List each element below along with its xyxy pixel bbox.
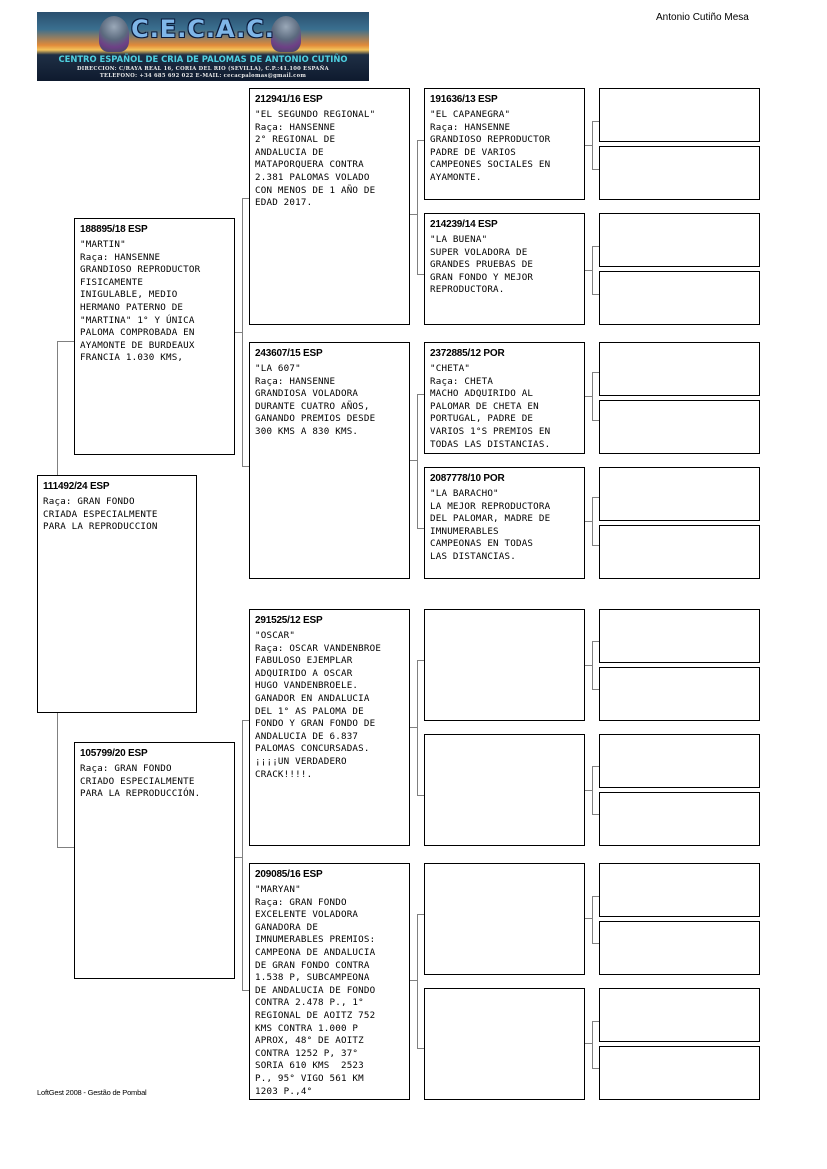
pigeon-card-empty bbox=[599, 1046, 760, 1100]
pigeon-card-subject bbox=[37, 475, 197, 713]
pigeon-card-empty bbox=[599, 271, 760, 325]
ring-number: 243607/15 ESP bbox=[255, 348, 323, 359]
pigeon-description: "MARYAN" Raça: GRAN FONDO EXCELENTE VOLADORA GANADORA DE IMNUMERABLES PREMIOS: CAMPEONA DE ANDALUCIA DE GRAN FONDO CONTRA 1.538 P, SUBCAMPEONA DE ANDALUCIA DE FONDO CONTRA 2.478 P., 1° REGIONAL DE AOITZ 752 KMS CONTRA 1.000 P APROX, 48° DE AOITZ CONTRA 1252 P, 37° SORIA 610 KMS 2523 P., 95° VIGO 561 KM 1203 P.,4° bbox=[255, 884, 376, 1097]
ring-number: 105799/20 ESP bbox=[80, 748, 148, 759]
connector-line bbox=[592, 1068, 599, 1069]
connector-line bbox=[592, 1021, 593, 1068]
pigeon-card-dam-sire bbox=[249, 609, 410, 846]
pigeon-card-ds-dam bbox=[424, 734, 585, 846]
connector-line bbox=[417, 914, 418, 1048]
pigeon-card-empty bbox=[599, 146, 760, 200]
connector-line bbox=[57, 341, 74, 342]
connector-line bbox=[592, 121, 599, 122]
connector-line bbox=[584, 145, 592, 146]
connector-line bbox=[417, 394, 418, 528]
connector-line bbox=[417, 660, 424, 661]
connector-line bbox=[592, 641, 593, 689]
connector-line bbox=[409, 727, 417, 728]
connector-line bbox=[584, 396, 592, 397]
pigeon-card-sd-sire bbox=[424, 342, 585, 454]
connector-line bbox=[242, 466, 249, 467]
connector-line bbox=[592, 246, 593, 294]
pigeon-card-empty bbox=[599, 792, 760, 846]
pigeon-description: "OSCAR" Raça: OSCAR VANDENBROE FABULOSO EJEMPLAR ADQUIRIDO A OSCAR HUGO VANDENBROELE. GANADOR EN ANDALUCIA DEL 1° AS PALOMA DE FONDO Y GRAN FONDO DE ANDALUCIA DE 6.837 PALOMAS CONCURSADAS. ¡¡¡¡UN VERDADERO CRACK!!!!. bbox=[255, 630, 382, 780]
ring-number: 2372885/12 POR bbox=[430, 348, 505, 359]
logo-title: C.E.C.A.C. bbox=[131, 15, 275, 43]
pigeon-description: "EL SEGUNDO REGIONAL" Raça: HANSENNE 2° REGIONAL DE ANDALUCIA DE MATAPORQUERA CONTRA 2.381 PALOMAS VOLADO CON MENOS DE 1 AÑO DE EDAD 2017. bbox=[255, 109, 376, 209]
connector-line bbox=[417, 140, 424, 141]
connector-line bbox=[592, 545, 599, 546]
pigeon-card-dd-sire bbox=[424, 863, 585, 975]
pigeon-card-empty bbox=[599, 88, 760, 142]
pigeon-card-empty bbox=[599, 400, 760, 454]
ring-number: 2087778/10 POR bbox=[430, 473, 505, 484]
connector-line bbox=[592, 497, 593, 545]
pigeon-card-empty bbox=[599, 342, 760, 396]
connector-line bbox=[242, 720, 243, 990]
ring-number: 188895/18 ESP bbox=[80, 224, 148, 235]
connector-line bbox=[592, 420, 599, 421]
ring-number: 111492/24 ESP bbox=[43, 481, 110, 492]
connector-line bbox=[592, 641, 599, 642]
connector-line bbox=[592, 689, 599, 690]
connector-line bbox=[592, 943, 599, 944]
ring-number: 209085/16 ESP bbox=[255, 869, 323, 880]
connector-line bbox=[592, 372, 599, 373]
pigeon-card-empty bbox=[599, 734, 760, 788]
ring-number: 214239/14 ESP bbox=[430, 219, 498, 230]
connector-line bbox=[584, 521, 592, 522]
connector-line bbox=[242, 198, 243, 466]
pigeon-card-dam-dam bbox=[249, 863, 410, 1100]
pigeon-card-empty bbox=[599, 921, 760, 975]
pigeon-card-empty bbox=[599, 213, 760, 267]
club-logo-banner bbox=[37, 12, 369, 81]
connector-line bbox=[592, 121, 593, 169]
pigeon-description: Raça: GRAN FONDO CRIADO ESPECIALMENTE PARA LA REPRODUCCIÓN. bbox=[80, 763, 201, 800]
connector-line bbox=[242, 198, 249, 199]
software-credit: LoftGest 2008 - Gestão de Pombal bbox=[37, 1088, 147, 1097]
connector-line bbox=[234, 332, 242, 333]
connector-line bbox=[417, 1048, 424, 1049]
connector-line bbox=[592, 766, 599, 767]
connector-line bbox=[592, 766, 593, 814]
pigeon-description: "MARTIN" Raça: HANSENNE GRANDIOSO REPRODUCTOR FISICAMENTE INIGULABLE, MEDIO HERMANO PATERNO DE "MARTINA" 1° Y ÚNICA PALOMA COMPROBADA EN AYAMONTE DE BURDEAUX FRANCIA 1.030 KMS, bbox=[80, 239, 201, 364]
connector-line bbox=[584, 1043, 592, 1044]
pigeon-card-empty bbox=[599, 863, 760, 917]
pigeon-card-empty bbox=[599, 988, 760, 1042]
pigeon-description: "CHETA" Raça: CHETA MACHO ADQUIRIDO AL PALOMAR DE CHETA EN PORTUGAL, PADRE DE VARIOS 1°S PREMIOS EN TODAS LAS DISTANCIAS. bbox=[430, 363, 551, 450]
connector-line bbox=[584, 918, 592, 919]
connector-line bbox=[584, 665, 592, 666]
connector-line bbox=[592, 246, 599, 247]
connector-line bbox=[417, 660, 418, 795]
connector-line bbox=[592, 896, 593, 943]
connector-line bbox=[592, 1021, 599, 1022]
connector-line bbox=[592, 896, 599, 897]
pigeon-description: "EL CAPANEGRA" Raça: HANSENNE GRANDIOSO REPRODUCTOR PADRE DE VARIOS CAMPEONES SOCIALES EN AYAMONTE. bbox=[430, 109, 551, 183]
pigeon-card-sire bbox=[74, 218, 235, 455]
connector-line bbox=[592, 169, 599, 170]
connector-line bbox=[242, 720, 249, 721]
logo-subtitle: CENTRO ESPAÑOL DE CRIA DE PALOMAS DE ANTONIO CUTIÑO bbox=[58, 54, 348, 64]
connector-line bbox=[584, 270, 592, 271]
connector-line bbox=[417, 394, 424, 395]
pigeon-card-empty bbox=[599, 609, 760, 663]
pigeon-card-sd-dam bbox=[424, 467, 585, 579]
pigeon-card-ss-dam bbox=[424, 213, 585, 325]
pigeon-description: Raça: GRAN FONDO CRIADA ESPECIALMENTE PARA LA REPRODUCCION bbox=[43, 496, 158, 533]
connector-line bbox=[592, 372, 593, 420]
connector-line bbox=[417, 528, 424, 529]
logo-address: DIRECCION: C/RAYA REAL 16, CORIA DEL RIO (SEVILLA), C.P.:41.100 ESPAÑA bbox=[77, 66, 329, 72]
pigeon-description: "LA 607" Raça: HANSENNE GRANDIOSA VOLADORA DURANTE CUATRO AÑOS, GANANDO PREMIOS DESDE 300 KMS A 830 KMS. bbox=[255, 363, 376, 437]
connector-line bbox=[242, 990, 249, 991]
pigeon-card-empty bbox=[599, 525, 760, 579]
connector-line bbox=[234, 857, 242, 858]
connector-line bbox=[409, 460, 417, 461]
pigeon-card-empty bbox=[599, 467, 760, 521]
ring-number: 291525/12 ESP bbox=[255, 615, 323, 626]
pigeon-card-ss-sire bbox=[424, 88, 585, 200]
pigeon-card-dam bbox=[74, 742, 235, 979]
pigeon-card-sire-dam bbox=[249, 342, 410, 579]
connector-line bbox=[417, 274, 424, 275]
connector-line bbox=[592, 814, 599, 815]
ring-number: 191636/13 ESP bbox=[430, 94, 498, 105]
connector-line bbox=[417, 795, 424, 796]
pigeon-description: "LA BARACHO" LA MEJOR REPRODUCTORA DEL PALOMAR, MADRE DE IMNUMERABLES CAMPEONAS EN TODAS LAS DISTANCIAS. bbox=[430, 488, 551, 562]
connector-line bbox=[592, 497, 599, 498]
pigeon-card-sire-sire bbox=[249, 88, 410, 325]
ring-number: 212941/16 ESP bbox=[255, 94, 323, 105]
connector-line bbox=[417, 140, 418, 274]
connector-line bbox=[409, 980, 417, 981]
connector-line bbox=[592, 294, 599, 295]
pigeon-card-dd-dam bbox=[424, 988, 585, 1100]
connector-line bbox=[417, 914, 424, 915]
pigeon-card-ds-sire bbox=[424, 609, 585, 721]
connector-line bbox=[409, 214, 417, 215]
author-name: Antonio Cutiño Mesa bbox=[656, 12, 749, 23]
connector-line bbox=[57, 847, 74, 848]
connector-line bbox=[584, 790, 592, 791]
logo-contact: TELEFONO: +34 685 692 022 E-MAIL: cecacpalomas@gmail.com bbox=[99, 73, 307, 79]
pigeon-card-empty bbox=[599, 667, 760, 721]
pigeon-description: "LA BUENA" SUPER VOLADORA DE GRANDES PRUEBAS DE GRAN FONDO Y MEJOR REPRODUCTORA. bbox=[430, 234, 534, 296]
